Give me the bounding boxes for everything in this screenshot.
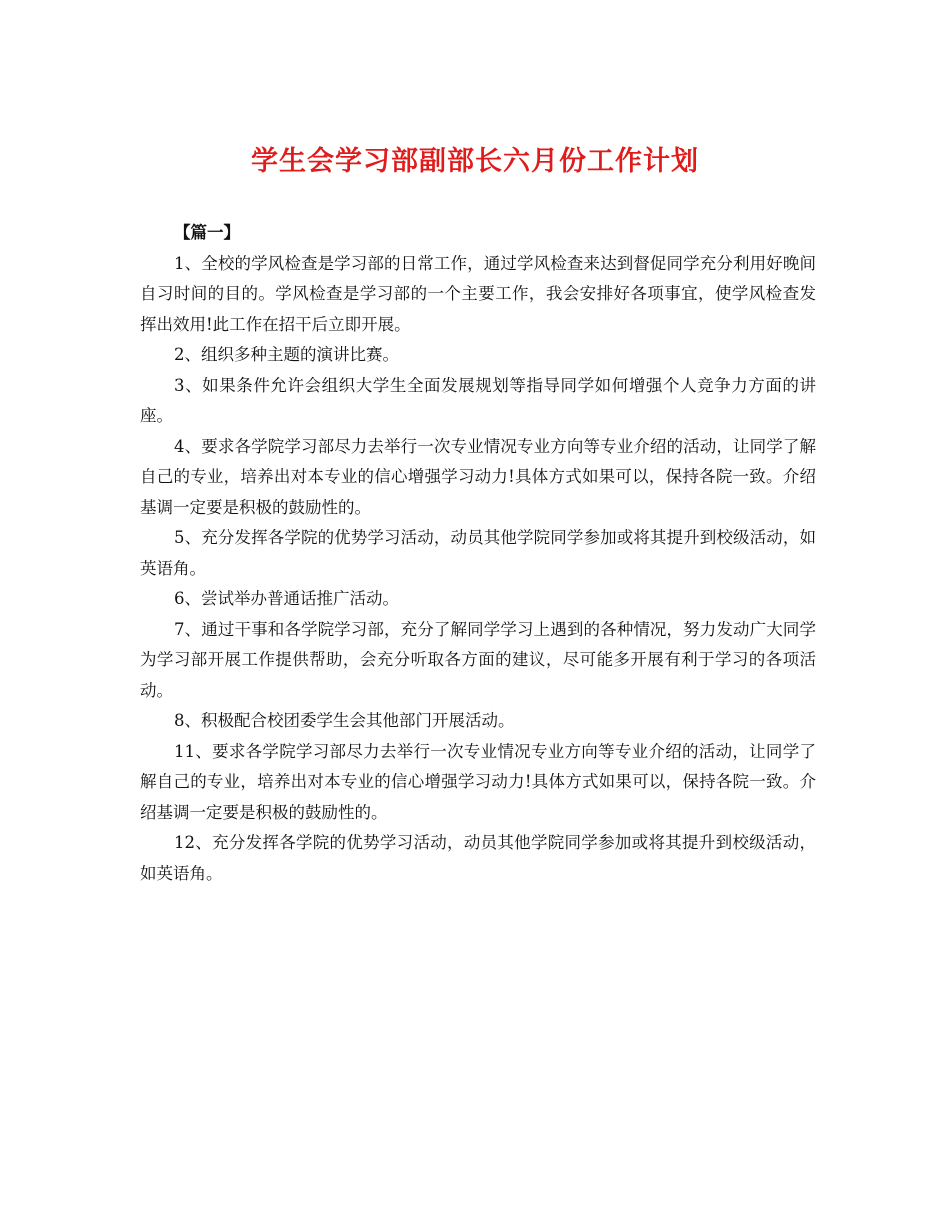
document-title: 学生会学习部副部长六月份工作计划	[251, 146, 699, 177]
paragraph-4: 4、要求各学院学习部尽力去举行一次专业情况专业方向等专业介绍的活动，让同学了解自己的专业，培养出对本专业的信心增强学习动力!具体方式如果可以，保持各院一致。介绍基调一定要是积极的鼓励性的。	[140, 436, 816, 517]
document-body	[140, 218, 816, 889]
paragraph-5: 5、充分发挥各学院的优势学习活动，动员其他学院同学参加或将其提升到校级活动，如英语角。	[140, 528, 816, 578]
paragraph-12: 12、充分发挥各学院的优势学习活动，动员其他学院同学参加或将其提升到校级活动，如英语角。	[140, 833, 816, 883]
section-label: 【篇一】	[174, 223, 240, 242]
paragraph-2: 2、组织多种主题的演讲比赛。	[174, 345, 399, 364]
paragraph-3: 3、如果条件允许会组织大学生全面发展规划等指导同学如何增强个人竞争力方面的讲座。	[140, 375, 816, 425]
paragraph-11: 11、要求各学院学习部尽力去举行一次专业情况专业方向等专业介绍的活动，让同学了解自己的专业，培养出对本专业的信心增强学习动力!具体方式如果可以，保持各院一致。介绍基调一定要是积极的鼓励性的。	[140, 741, 816, 822]
paragraph-6: 6、尝试举办普通话推广活动。	[174, 589, 399, 608]
paragraph-7: 7、通过干事和各学院学习部，充分了解同学学习上遇到的各种情况，努力发动广大同学为学习部开展工作提供帮助，会充分听取各方面的建议，尽可能多开展有利于学习的各项活动。	[140, 619, 816, 700]
paragraph-1: 1、全校的学风检查是学习部的日常工作，通过学风检查来达到督促同学充分利用好晚间自习时间的目的。学风检查是学习部的一个主要工作，我会安排好各项事宜，使学风检查发挥出效用!此工作在招干后立即开展。	[140, 253, 816, 334]
paragraph-8: 8、积极配合校团委学生会其他部门开展活动。	[174, 711, 515, 730]
